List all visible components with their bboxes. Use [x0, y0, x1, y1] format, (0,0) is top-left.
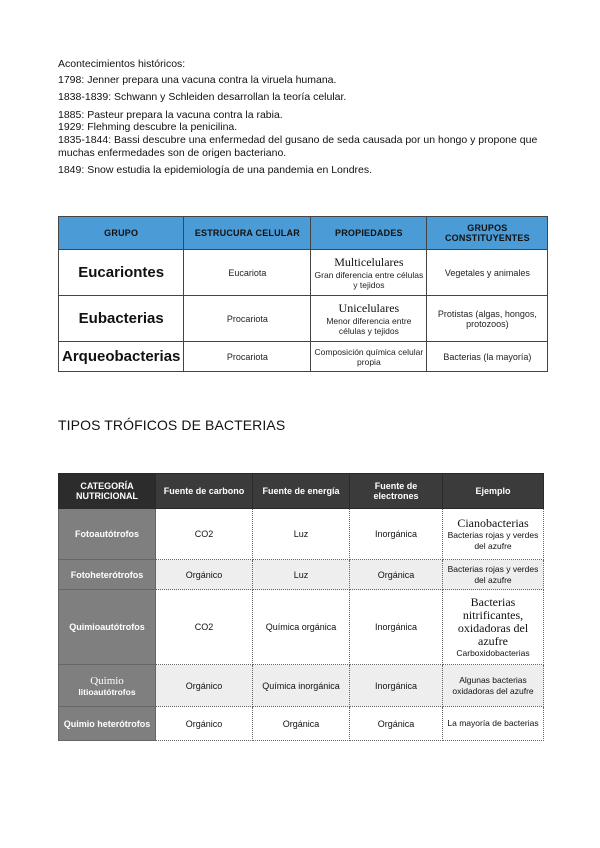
propiedades-detail: Menor diferencia entre células y tejidos — [326, 316, 412, 336]
grupo-cell: Arqueobacterias — [59, 342, 184, 372]
ejemplo-detail: Bacterias rojas y verdes del azufre — [447, 564, 539, 585]
groups-table — [58, 216, 548, 372]
ejemplo-main: Cianobacterias — [457, 516, 529, 530]
energia-cell: Luz — [253, 509, 350, 560]
categoria-cell: Fotoautótrofos — [59, 509, 156, 560]
trophic-table — [58, 473, 544, 741]
grupo-cell: Eubacterias — [59, 296, 184, 342]
carbono-cell: CO2 — [156, 590, 253, 665]
history-event: 1838-1839: Schwann y Schleiden desarrollan la teoría celular. — [58, 91, 347, 104]
header-propiedades: PROPIEDADES — [311, 217, 427, 250]
table-row — [59, 665, 544, 707]
carbono-cell: Orgánico — [156, 665, 253, 707]
categoria-detail: litioautótrofos — [78, 686, 136, 697]
carbono-cell: Orgánico — [156, 560, 253, 590]
ejemplo-main: Bacterias nitrificantes, oxidadoras del azufre — [457, 594, 529, 648]
constituyentes-cell: Vegetales y animales — [427, 250, 548, 296]
ejemplo-detail: Algunas bacterias oxidadoras del azufre — [452, 675, 534, 696]
table-row — [59, 707, 544, 741]
propiedades-cell — [311, 296, 427, 342]
ejemplo-cell — [443, 560, 544, 590]
carbono-cell: CO2 — [156, 509, 253, 560]
trophic-header-row — [59, 474, 544, 509]
history-event: 1849: Snow estudia la epidemiología de una pandemia en Londres. — [58, 164, 373, 177]
categoria-cell: Quimio heterótrofos — [59, 707, 156, 741]
estructura-cell: Procariota — [184, 342, 311, 372]
ejemplo-cell — [443, 707, 544, 741]
history-event: 1929: Flehming descubre la penicilina. — [58, 121, 238, 134]
categoria-cell: Quimioautótrofos — [59, 590, 156, 665]
categoria-cell — [59, 665, 156, 707]
groups-header-row — [59, 217, 548, 250]
header-energia: Fuente de energía — [253, 474, 350, 509]
ejemplo-detail: Bacterias rojas y verdes del azufre — [447, 530, 539, 551]
header-carbono: Fuente de carbono — [156, 474, 253, 509]
constituyentes-cell: Protistas (algas, hongos, protozoos) — [427, 296, 548, 342]
header-categoria: CATEGORÍA NUTRICIONAL — [59, 474, 156, 509]
history-event: 1885: Pasteur prepara la vacuna contra la rabia. — [58, 108, 283, 121]
electrones-cell: Orgánica — [350, 560, 443, 590]
propiedades-cell — [311, 342, 427, 372]
table-row — [59, 590, 544, 665]
table-row — [59, 560, 544, 590]
estructura-cell: Eucariota — [184, 250, 311, 296]
table-row — [59, 250, 548, 296]
header-estructura: ESTRUCURA CELULAR — [184, 217, 311, 250]
propiedades-cell — [311, 250, 427, 296]
ejemplo-detail: Carboxidobacterias — [456, 647, 530, 658]
header-electrones: Fuente de electrones — [350, 474, 443, 509]
energia-cell: Química inorgánica — [253, 665, 350, 707]
constituyentes-cell: Bacterias (la mayoría) — [427, 342, 548, 372]
propiedades-detail: Gran diferencia entre células y tejidos — [314, 270, 424, 290]
header-grupo: GRUPO — [59, 217, 184, 250]
electrones-cell: Inorgánica — [350, 509, 443, 560]
electrones-cell: Orgánica — [350, 707, 443, 741]
history-title: Acontecimientos históricos: — [58, 58, 186, 70]
grupo-cell: Eucariontes — [59, 250, 184, 296]
historical-events — [58, 58, 548, 177]
estructura-cell: Procariota — [184, 296, 311, 342]
propiedades-main: Multicelulares — [334, 255, 404, 269]
table-row — [59, 342, 548, 372]
categoria-main: Quimio — [90, 674, 124, 687]
electrones-cell: Inorgánica — [350, 665, 443, 707]
header-ejemplo: Ejemplo — [443, 474, 544, 509]
ejemplo-cell — [443, 590, 544, 665]
ejemplo-detail: La mayoría de bacterias — [447, 718, 539, 729]
ejemplo-cell — [443, 509, 544, 560]
energia-cell: Química orgánica — [253, 590, 350, 665]
history-event: 1798: Jenner prepara una vacuna contra la viruela humana. — [58, 73, 337, 86]
section-title: TIPOS TRÓFICOS DE BACTERIAS — [58, 417, 286, 433]
propiedades-detail: Composición química celular propia — [314, 346, 424, 367]
energia-cell: Luz — [253, 560, 350, 590]
history-event: 1835-1844: Bassi descubre una enfermedad del gusano de seda causada por un hongo y propone que muchas enfermedades son de origen bacteriano. — [58, 133, 538, 159]
ejemplo-cell — [443, 665, 544, 707]
table-row — [59, 296, 548, 342]
table-row — [59, 509, 544, 560]
energia-cell: Orgánica — [253, 707, 350, 741]
carbono-cell: Orgánico — [156, 707, 253, 741]
electrones-cell: Inorgánica — [350, 590, 443, 665]
categoria-cell: Fotoheterótrofos — [59, 560, 156, 590]
header-constituyentes: GRUPOS CONSTITUYENTES — [427, 217, 548, 250]
propiedades-main: Unicelulares — [338, 301, 400, 315]
